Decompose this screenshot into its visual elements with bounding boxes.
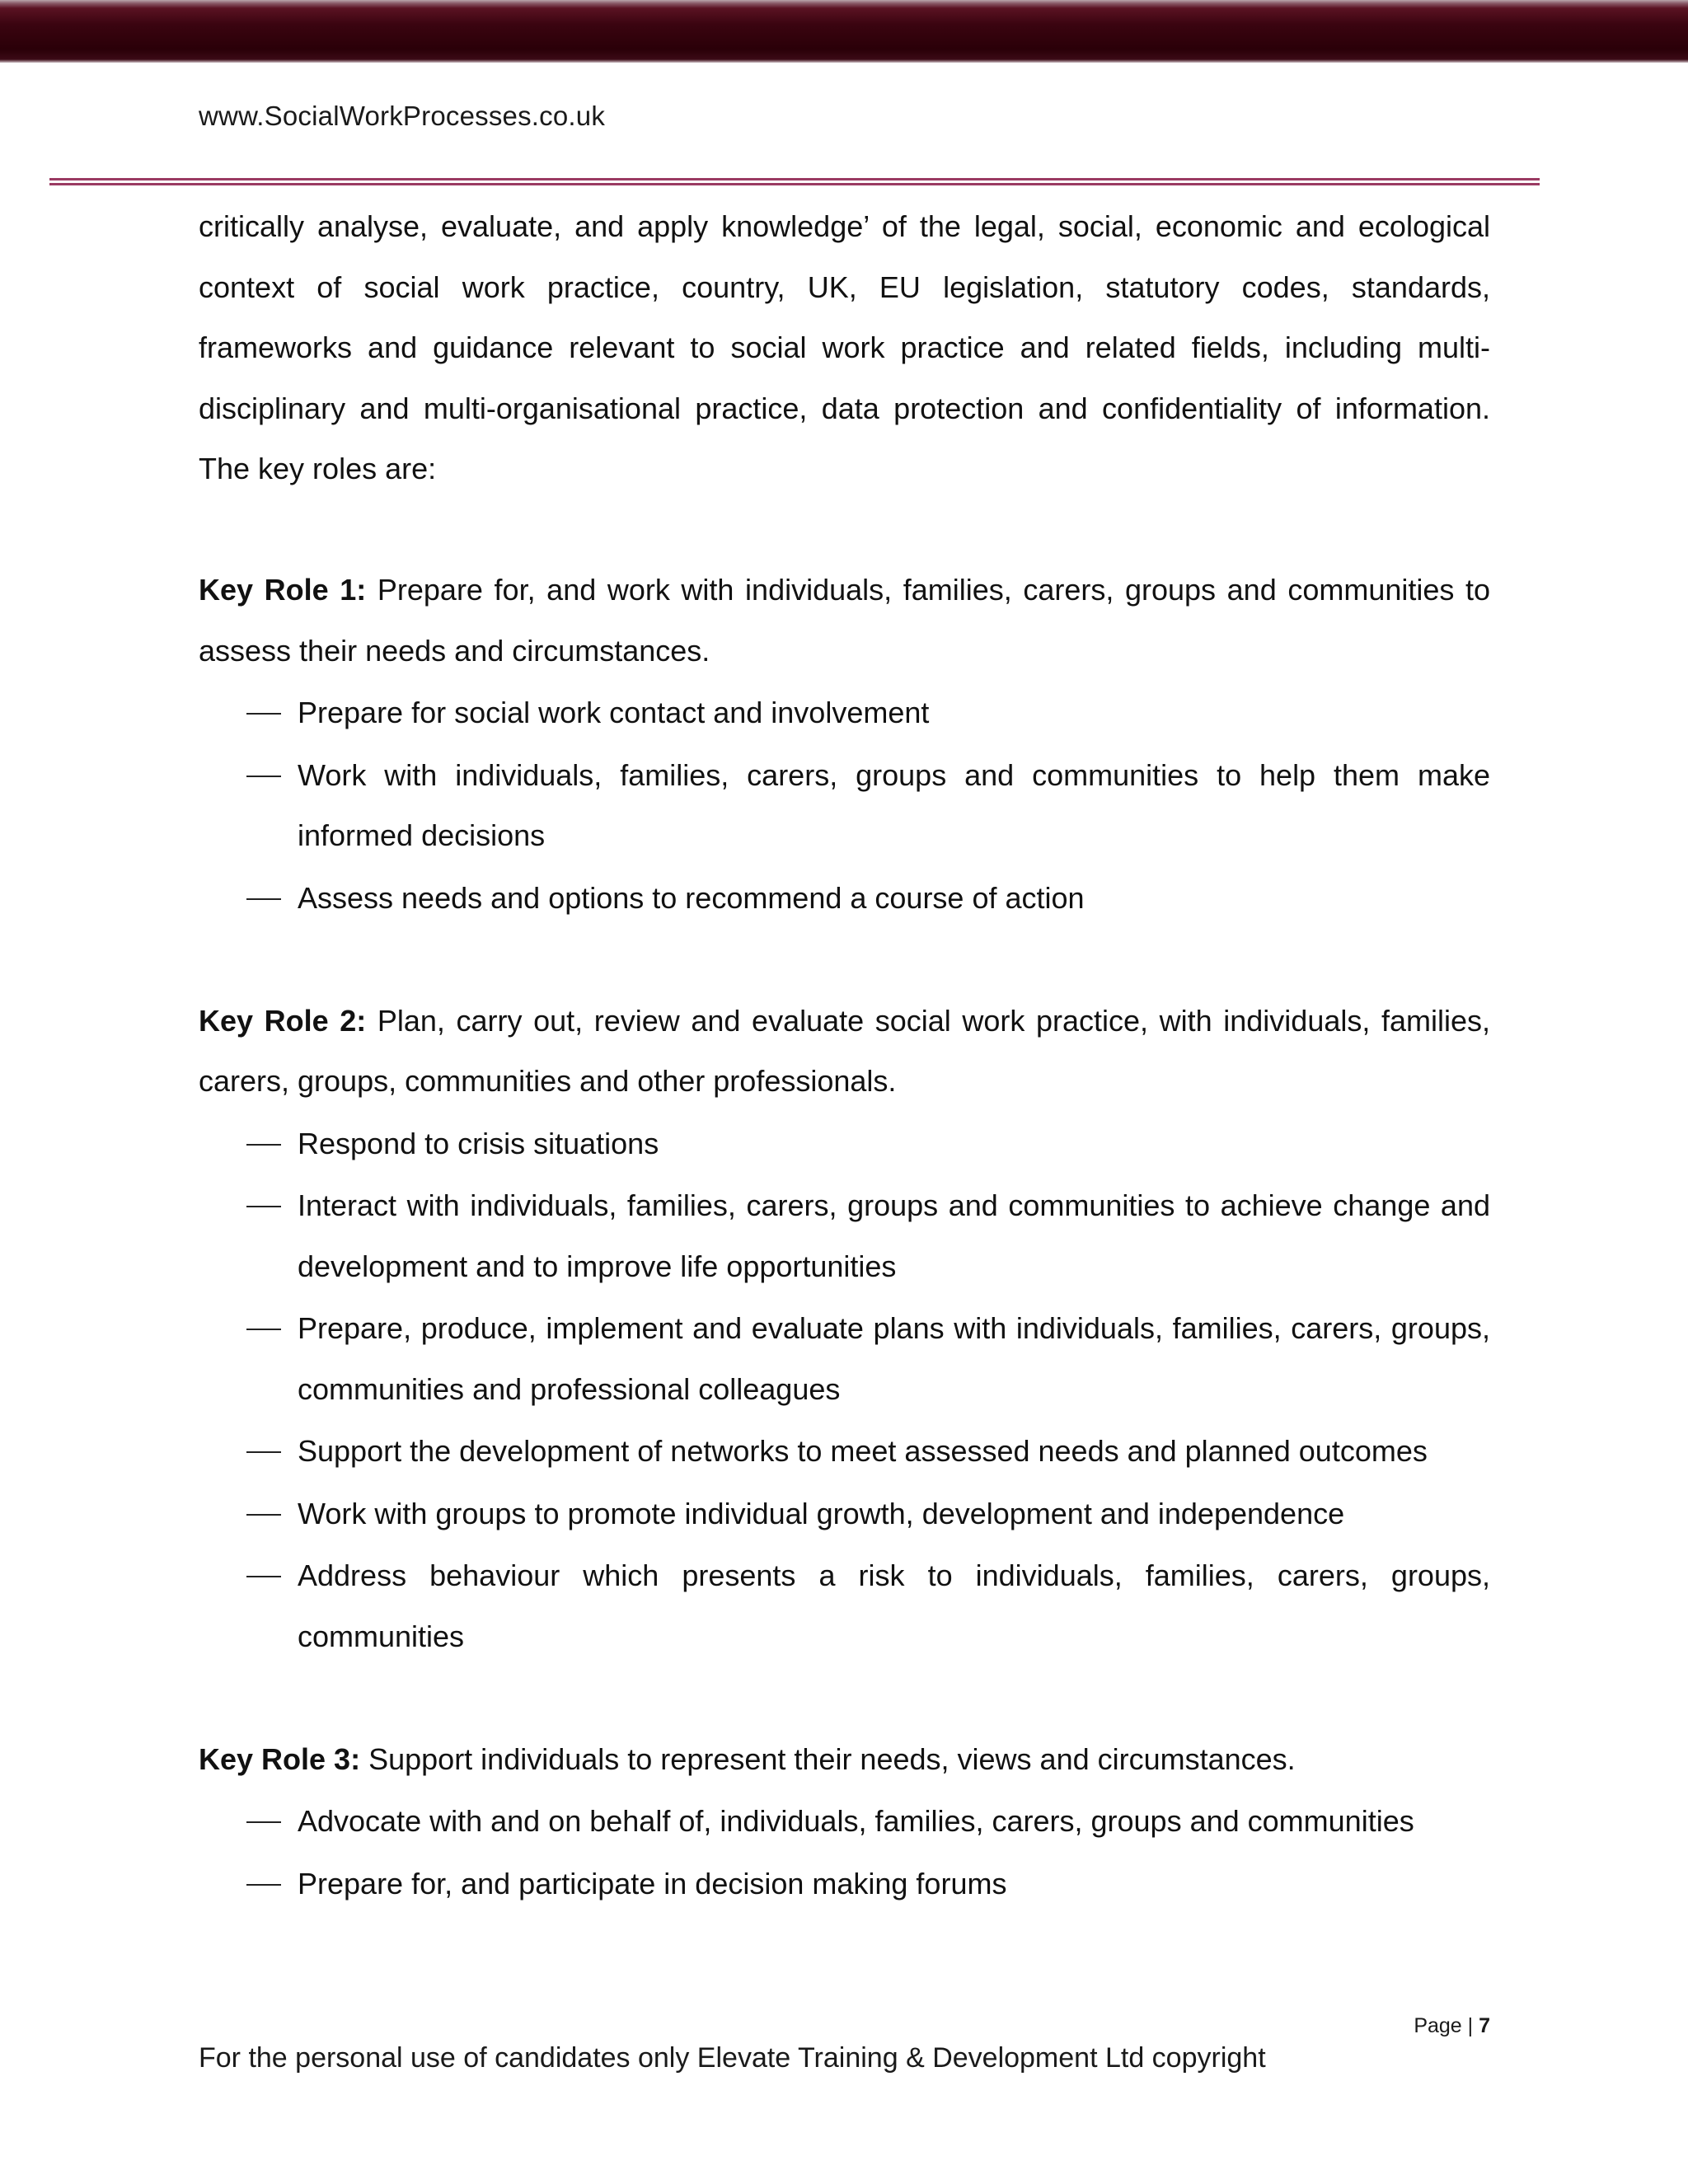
list-item: Support the development of networks to meet assessed needs and planned outcomes: [199, 1421, 1490, 1482]
intro-paragraph: critically analyse, evaluate, and apply knowledge’ of the legal, social, economic and ecological context of social work practice, country, UK, EU legislation, statutory codes, standards, frameworks and guidance relevant to social work practice and related fields, including multi-disciplinary and multi-organisational practice, data protection and confidentiality of information. The key roles are:: [199, 209, 1490, 485]
list-item: Assess needs and options to recommend a course of action: [199, 868, 1490, 929]
header-divider: [49, 178, 1540, 186]
page-label: Page |: [1414, 2014, 1474, 2037]
list-item: Prepare for social work contact and involvement: [199, 682, 1490, 743]
dash-bullet-icon: [246, 1144, 281, 1146]
key-role-3-list: [199, 1791, 1490, 1914]
key-role-1-text: Prepare for, and work with individuals, families, carers, groups and communities to assess their needs and circumstances.: [199, 573, 1490, 668]
key-role-2-text: Plan, carry out, review and evaluate social work practice, with individuals, families, carers, groups, communities and other professionals.: [199, 1003, 1490, 1098]
list-item: Interact with individuals, families, carers, groups and communities to achieve change and development and to improve life opportunities: [199, 1175, 1490, 1296]
list-item: Address behaviour which presents a risk to individuals, families, carers, groups, communities: [199, 1545, 1490, 1666]
spacer: [199, 930, 1490, 991]
dash-bullet-icon: [246, 776, 281, 777]
key-role-2-heading: [199, 991, 1490, 1112]
key-role-3-text: Support individuals to represent their needs, views and circumstances.: [368, 1741, 1296, 1776]
key-role-1-label: Key Role 1:: [199, 573, 367, 607]
list-item: Respond to crisis situations: [199, 1113, 1490, 1174]
list-item: Prepare, produce, implement and evaluate plans with individuals, families, carers, groups, communities and professional colleagues: [199, 1298, 1490, 1419]
page-number-value: 7: [1479, 2014, 1490, 2037]
key-role-3-heading: [199, 1729, 1490, 1790]
key-role-2-list: [199, 1113, 1490, 1667]
site-url: www.SocialWorkProcesses.co.uk: [199, 101, 606, 131]
page-number: [1414, 2014, 1490, 2038]
dash-bullet-icon: [246, 713, 281, 715]
key-role-1-heading: [199, 560, 1490, 681]
dash-bullet-icon: [246, 1206, 281, 1207]
list-item: Advocate with and on behalf of, individuals, families, carers, groups and communities: [199, 1791, 1490, 1852]
spacer: [199, 1668, 1490, 1729]
key-role-1-list: [199, 682, 1490, 928]
document-body: [199, 196, 1490, 1915]
spacer: [199, 499, 1490, 560]
list-item: Work with groups to promote individual growth, development and independence: [199, 1483, 1490, 1544]
dash-bullet-icon: [246, 1451, 281, 1453]
dash-bullet-icon: [246, 1821, 281, 1823]
list-item: Prepare for, and participate in decision making forums: [199, 1854, 1490, 1915]
key-role-2-label: Key Role 2:: [199, 1003, 367, 1038]
list-item: Work with individuals, families, carers, groups and communities to help them make informed decisions: [199, 745, 1490, 866]
header-divider-line-top: [49, 178, 1540, 180]
dash-bullet-icon: [246, 898, 281, 900]
dash-bullet-icon: [246, 1329, 281, 1330]
dash-bullet-icon: [246, 1576, 281, 1577]
header-banner: [0, 0, 1688, 63]
key-role-3-label: Key Role 3:: [199, 1741, 361, 1776]
footer-copyright: For the personal use of candidates only Elevate Training & Development Ltd copyright: [199, 2042, 1266, 2074]
header-divider-line-bottom: [49, 183, 1540, 185]
dash-bullet-icon: [246, 1884, 281, 1886]
dash-bullet-icon: [246, 1514, 281, 1516]
